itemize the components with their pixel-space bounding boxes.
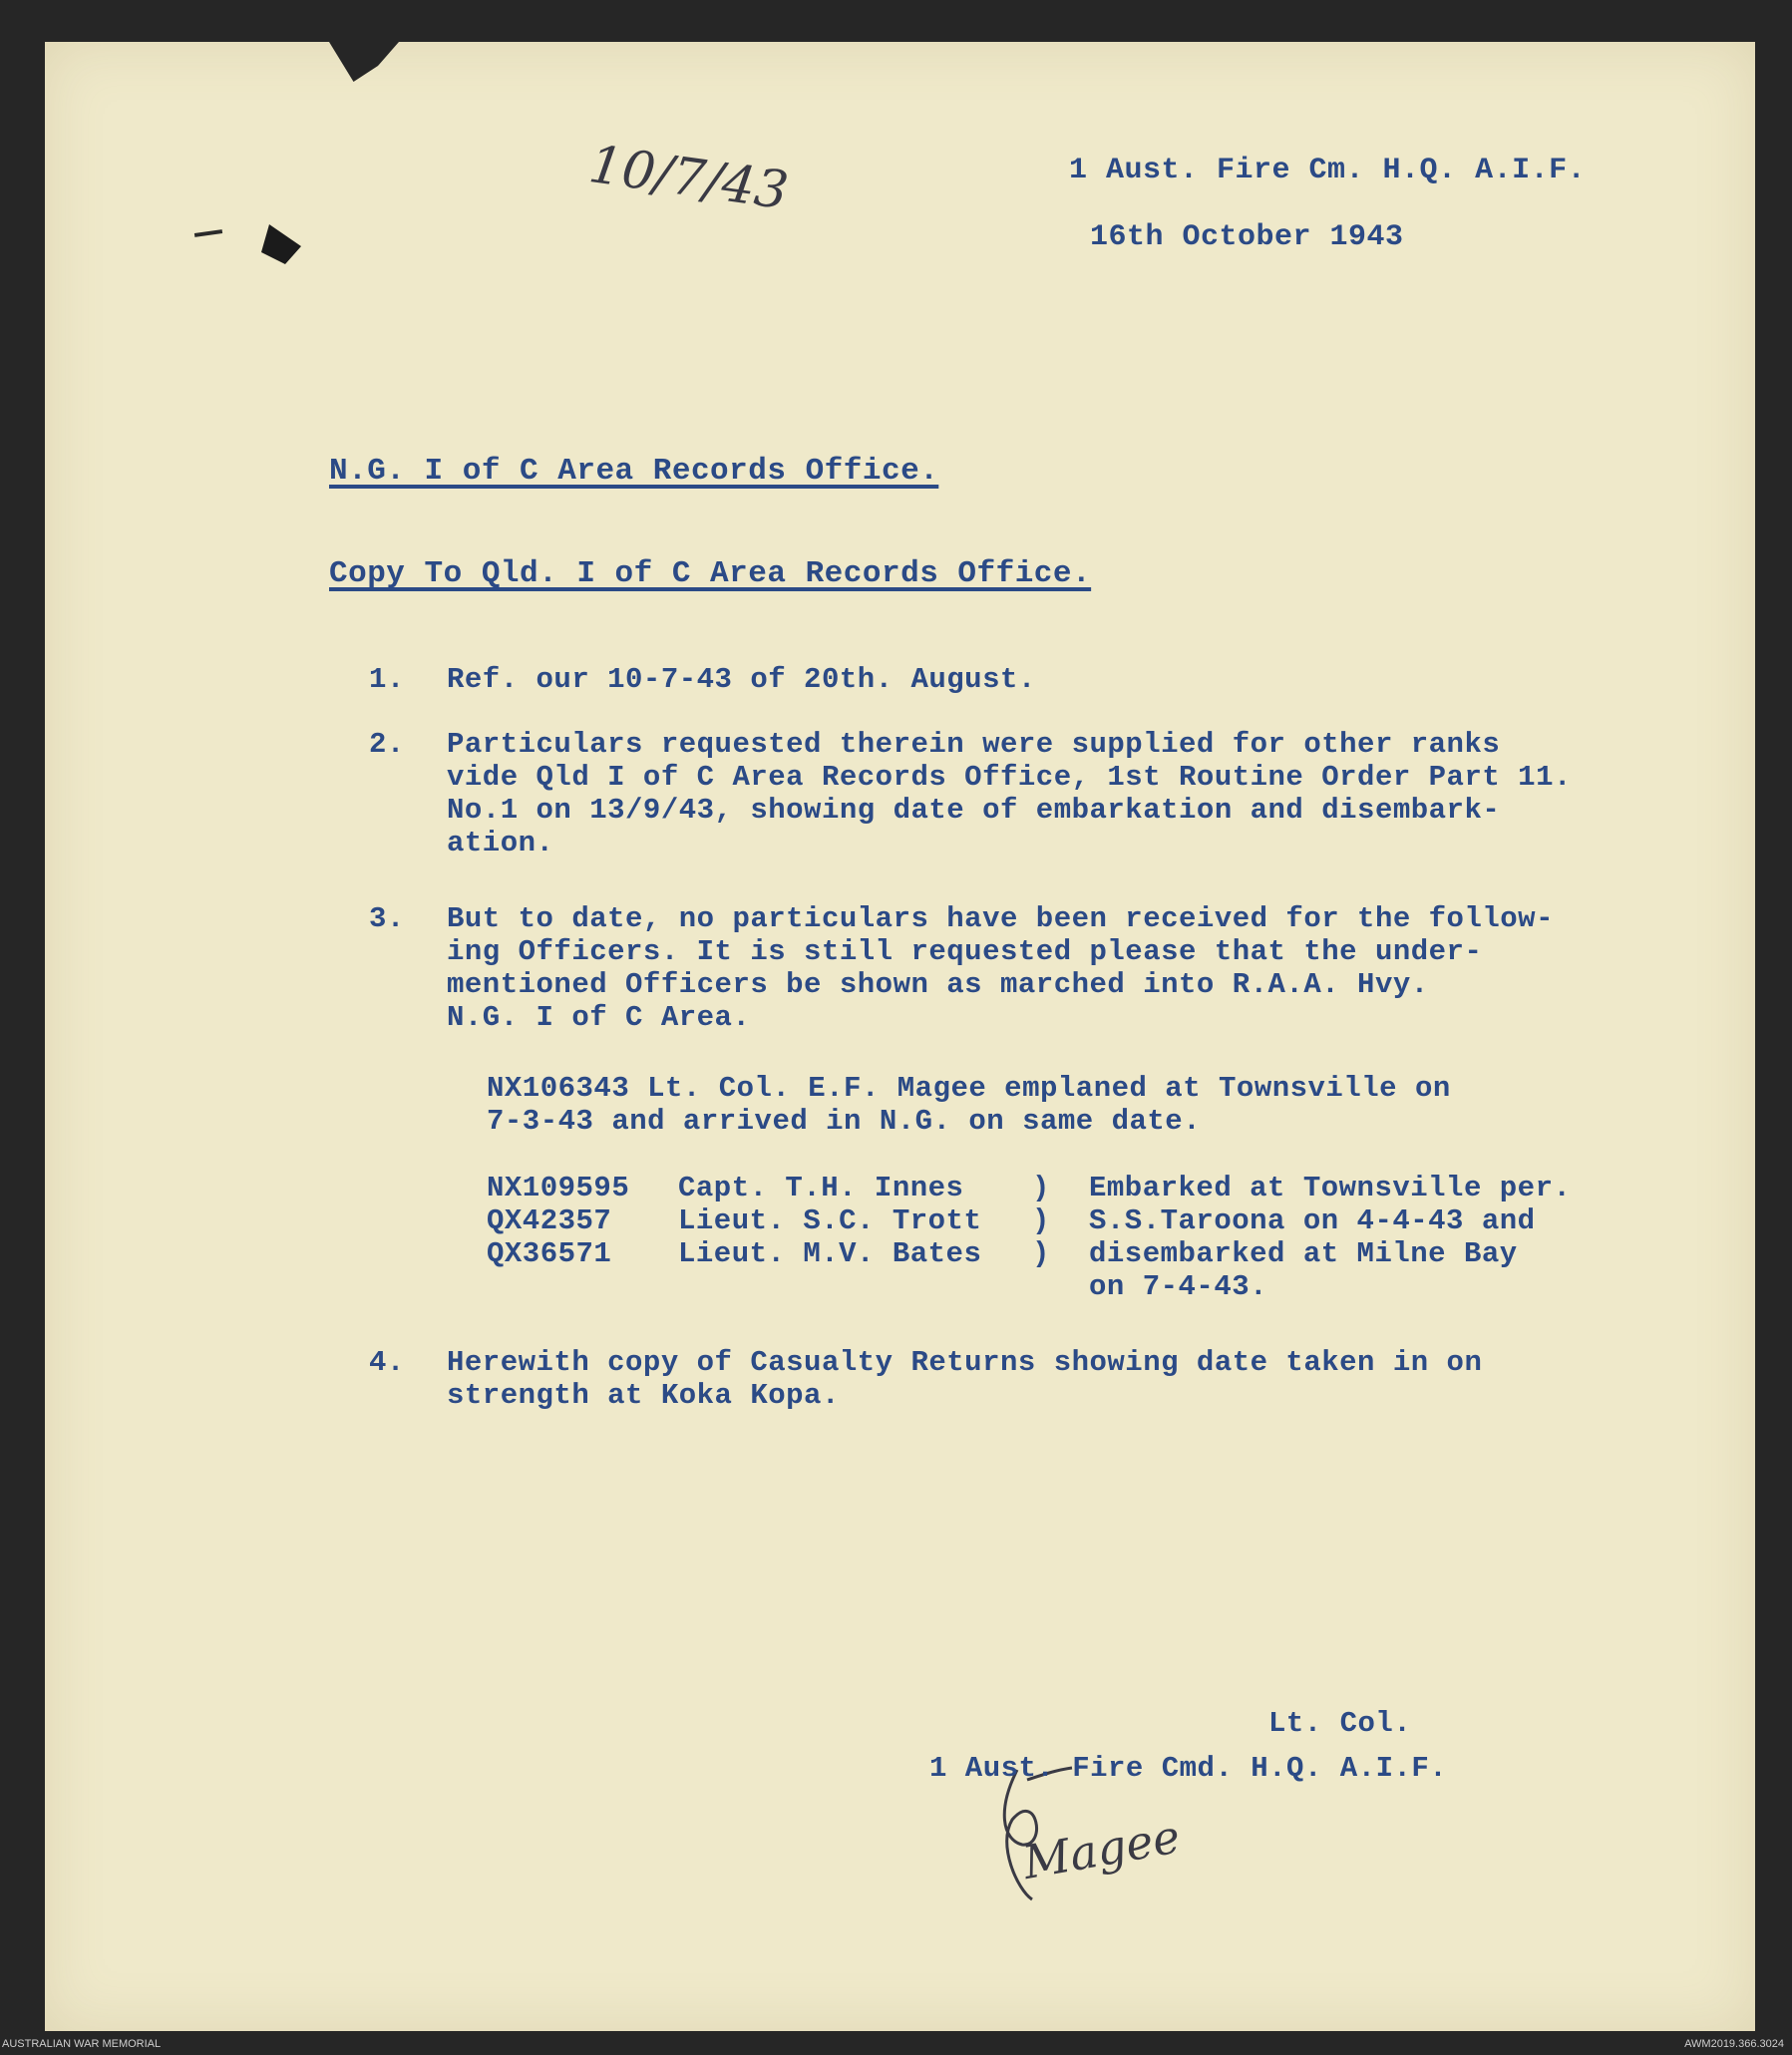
paragraph-3-line: N.G. I of C Area.	[447, 1001, 751, 1034]
paragraph-2-number: 2.	[369, 728, 405, 761]
magee-entry-line: NX106343 Lt. Col. E.F. Magee emplaned at Townsville on	[487, 1072, 1451, 1105]
paragraph-2-line: ation.	[447, 827, 554, 859]
paragraph-3-line: ing Officers. It is still requested please that the under-	[447, 935, 1483, 968]
officer-number: QX42357	[487, 1204, 612, 1237]
officers-note-line: on 7-4-43.	[1089, 1270, 1268, 1303]
officer-bracket: )	[1032, 1237, 1050, 1270]
officer-name: Capt. T.H. Innes	[678, 1172, 964, 1204]
paragraph-1-number: 1.	[369, 663, 405, 696]
officer-number: NX109595	[487, 1172, 630, 1204]
paragraph-4-number: 4.	[369, 1346, 405, 1379]
officer-name: Lieut. S.C. Trott	[678, 1204, 982, 1237]
copy-to-heading: Copy To Qld. I of C Area Records Office.	[329, 556, 1092, 591]
paragraph-2-line: No.1 on 13/9/43, showing date of embarkation and disembark-	[447, 794, 1501, 827]
paragraph-1-line: Ref. our 10-7-43 of 20th. August.	[447, 663, 1036, 696]
paragraph-4-line: strength at Koka Kopa.	[447, 1379, 840, 1412]
paper-sheet	[45, 42, 1755, 2031]
handwritten-reference	[583, 135, 823, 224]
signature-unit-line: 1 Aust. Fire Cmd. H.Q. A.I.F.	[929, 1752, 1448, 1785]
signature-rank: Lt. Col.	[1268, 1707, 1412, 1740]
header-unit: 1 Aust. Fire Cm. H.Q. A.I.F.	[1069, 154, 1587, 187]
header-date: 16th October 1943	[1090, 220, 1404, 254]
paragraph-3-number: 3.	[369, 902, 405, 935]
officer-bracket: )	[1032, 1172, 1050, 1204]
officer-name: Lieut. M.V. Bates	[678, 1237, 982, 1270]
officer-bracket: )	[1032, 1204, 1050, 1237]
paragraph-4-line: Herewith copy of Casualty Returns showing date taken in on	[447, 1346, 1483, 1379]
paragraph-3-line: mentioned Officers be shown as marched into R.A.A. Hvy.	[447, 968, 1429, 1001]
magee-entry-line: 7-3-43 and arrived in N.G. on same date.	[487, 1105, 1202, 1138]
addressee-heading: N.G. I of C Area Records Office.	[329, 454, 939, 489]
paragraph-2-line: Particulars requested therein were supplied for other ranks	[447, 728, 1501, 761]
paragraph-2-line: vide Qld I of C Area Records Office, 1st Routine Order Part 11.	[447, 761, 1572, 794]
footer-accession: AWM2019.366.3024	[1684, 2038, 1784, 2050]
handwritten-reference-text: 10/7/43	[585, 135, 792, 222]
officers-note-line: disembarked at Milne Bay	[1089, 1237, 1518, 1270]
signature-text: Magee	[1018, 1809, 1185, 1890]
paragraph-3-line: But to date, no particulars have been received for the follow-	[447, 902, 1554, 935]
officers-note-line: Embarked at Townsville per.	[1089, 1172, 1572, 1204]
officers-note-line: S.S.Taroona on 4-4-43 and	[1089, 1204, 1536, 1237]
officer-number: QX36571	[487, 1237, 612, 1270]
footer-institution: AUSTRALIAN WAR MEMORIAL	[2, 2038, 162, 2050]
